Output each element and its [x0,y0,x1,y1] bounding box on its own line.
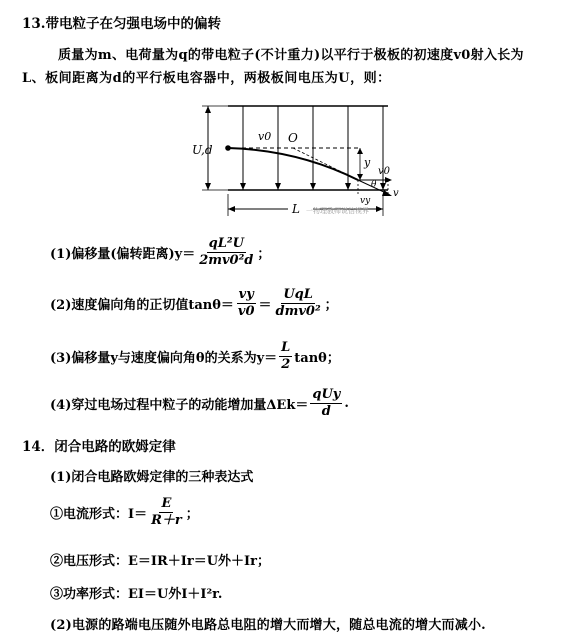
form-1 [50,496,199,529]
section-13-title: 13.带电粒子在匀强电场中的偏转 [22,16,221,32]
label-v0-right: v0 [378,166,391,177]
item-2-numerator-1: vy [238,287,254,302]
item-2-numerator-2: UqL [283,287,313,302]
item-1-denominator: 2mv0²d [199,253,254,268]
item-2-denominator-1: v0 [237,304,255,319]
label-Ud: U,d [192,143,213,157]
label-v: v [393,188,399,199]
form-2: ②电压形式：E＝IR＋Ir＝U外＋Ir； [50,554,270,569]
item-4-suffix: . [344,396,349,411]
section-13-intro-line2: L、板间距离为d的平行板电容器中，两极板间电压为U，则： [22,71,391,86]
item-2 [50,287,338,320]
item-4-denominator: d [321,404,331,419]
section-14-sub1: (1)闭合电路欧姆定律的三种表达式 [50,470,254,485]
item-4-prefix: (4)穿过电场过程中粒子的动能增加量ΔEk＝ [50,398,309,413]
item-3-denominator: 2 [281,357,291,372]
label-theta: θ [371,180,377,190]
label-v0-top: v0 [258,130,272,143]
item-2-prefix: (2)速度偏向角的正切值tanθ＝ [50,298,234,313]
item-3-suffix: tanθ； [294,351,340,366]
item-3-numerator: L [281,340,291,355]
label-y: y [364,156,371,169]
capacitor-deflection-diagram [188,96,408,226]
form-1-denominator: R＋r [151,513,182,528]
item-3 [50,340,340,373]
section-14-sub2: (2)电源的路端电压随外电路总电阻的增大而增大，随总电流的增大而减小. [50,618,486,633]
form-1-fraction [149,496,184,529]
item-1-prefix: (1)偏移量(偏转距离)y＝ [50,247,196,262]
item-3-prefix: (3)偏移量y与速度偏向角θ的关系为y＝ [50,351,278,366]
item-4-numerator: qUy [312,387,341,402]
item-4-fraction [310,387,342,420]
item-1 [50,236,270,269]
form-1-numerator: E [161,496,172,511]
form-1-prefix: ①电流形式：I＝ [50,507,148,522]
section-14-title: 14．闭合电路的欧姆定律 [22,439,176,455]
item-3-fraction [279,340,292,373]
section-13-intro-line1: 质量为m、电荷量为q的带电粒子(不计重力)以平行于极板的初速度v0射入长为 [58,48,524,63]
label-L: L [292,202,300,216]
label-vy: vy [360,196,371,206]
item-2-denominator-2: dmv0² [275,304,321,319]
form-1-suffix: ； [185,507,199,522]
item-2-suffix: ； [324,298,338,313]
item-4 [50,387,349,420]
watermark: 一物理教师说信视界 [306,207,369,215]
form-3: ③功率形式：EI＝U外I＋I²r. [50,587,223,602]
item-2-equals: ＝ [258,298,272,313]
item-1-fraction [197,236,255,269]
item-2-fraction-1 [236,287,257,320]
label-O: O [288,131,298,145]
item-1-suffix: ； [257,247,271,262]
item-2-fraction-2 [274,287,323,320]
item-1-numerator: qL²U [208,236,244,251]
